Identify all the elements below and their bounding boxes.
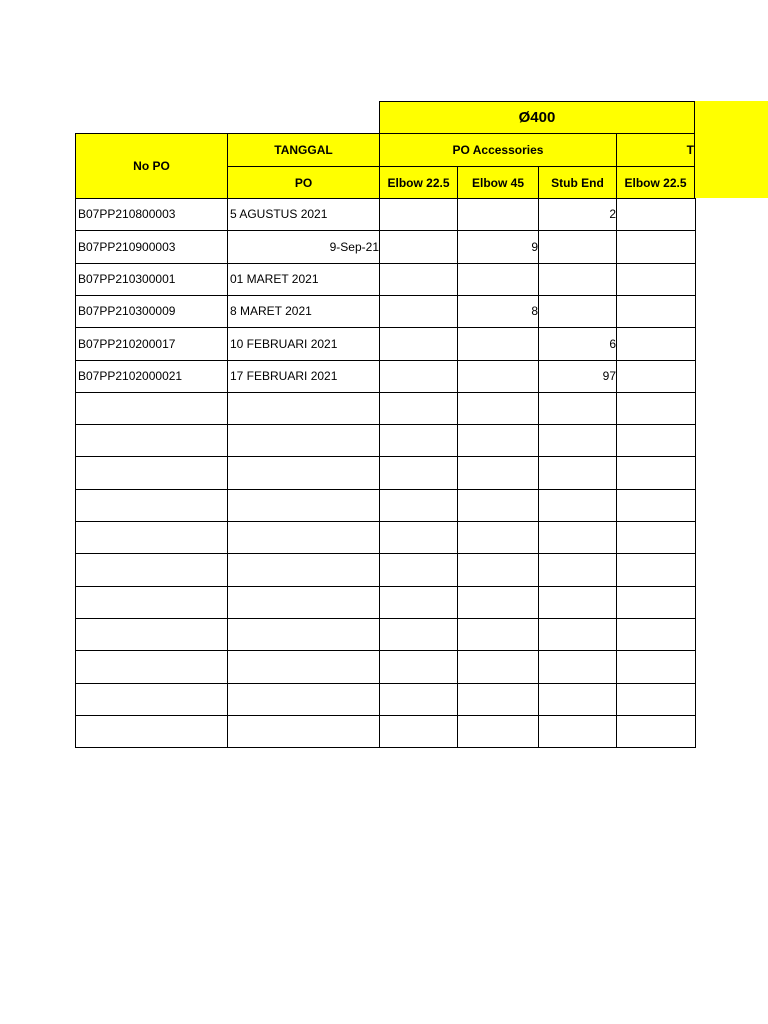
cell-stub-end[interactable] [538,650,618,684]
cell-no-po[interactable] [75,715,229,748]
cell-elbow225[interactable] [379,715,459,748]
cell-elbow225-b[interactable] [616,618,696,651]
col-elbow-22-5-b [616,166,695,199]
cell-tanggal[interactable] [227,715,381,748]
cell-elbow45[interactable] [457,263,540,296]
cell-tanggal[interactable] [227,424,381,457]
cell-tanggal[interactable] [227,489,381,522]
cell-elbow225[interactable] [379,295,459,328]
cell-elbow45[interactable] [457,683,540,716]
cell-elbow225-b[interactable] [616,230,696,264]
cell-stub-end[interactable] [538,683,618,716]
partial-group-label: T [686,143,694,157]
cell-tanggal[interactable] [227,586,381,619]
cell-tanggal[interactable]: 9-Sep-21 [227,230,381,264]
cell-elbow45[interactable] [457,327,540,361]
col-elbow-45 [457,166,539,199]
cell-stub-end[interactable] [538,392,618,425]
cell-elbow225[interactable] [379,618,459,651]
cell-no-po[interactable] [75,456,229,490]
diameter-header [379,101,695,134]
col-elbow-45-label: Elbow 45 [471,175,524,190]
cell-no-po[interactable] [75,392,229,425]
cell-stub-end[interactable] [538,295,618,328]
cell-elbow225-b[interactable] [616,553,696,587]
cell-no-po[interactable] [75,521,229,554]
cell-elbow225-b[interactable] [616,263,696,296]
cell-no-po[interactable] [75,683,229,716]
cell-elbow225[interactable] [379,327,459,361]
no-po-header [75,133,228,199]
col-stub-end-label: Stub End [551,175,604,190]
cell-stub-end[interactable] [538,521,618,554]
cell-stub-end[interactable]: 97 [538,360,618,393]
cell-elbow45[interactable] [457,521,540,554]
po-label: PO [294,175,313,190]
cell-elbow45[interactable] [457,553,540,587]
cell-no-po[interactable] [75,650,229,684]
cell-stub-end[interactable]: 6 [538,327,618,361]
cell-elbow225-b[interactable] [616,360,696,393]
cell-elbow225-b[interactable] [616,489,696,522]
cell-no-po[interactable] [75,489,229,522]
cell-elbow225-b[interactable] [616,295,696,328]
cell-no-po[interactable]: B07PP2102000021 [75,360,229,393]
tanggal-header [227,133,380,167]
cell-stub-end[interactable] [538,424,618,457]
cell-elbow45[interactable] [457,618,540,651]
cell-elbow225[interactable] [379,553,459,587]
cell-elbow225[interactable] [379,392,459,425]
cell-elbow225[interactable] [379,360,459,393]
cell-elbow45[interactable] [457,198,540,231]
cell-elbow225[interactable] [379,683,459,716]
cell-elbow45[interactable] [457,650,540,684]
cell-no-po[interactable]: B07PP210200017 [75,327,229,361]
cell-elbow225[interactable] [379,489,459,522]
cell-elbow45[interactable] [457,715,540,748]
cell-no-po[interactable]: B07PP210900003 [75,230,229,264]
cell-elbow225[interactable] [379,263,459,296]
cell-stub-end[interactable]: 2 [538,198,618,231]
cell-tanggal[interactable]: 17 FEBRUARI 2021 [227,360,381,393]
cell-stub-end[interactable] [538,553,618,587]
cell-no-po[interactable]: B07PP210800003 [75,198,229,231]
cell-elbow225-b[interactable] [616,327,696,361]
cell-elbow45[interactable] [457,392,540,425]
cell-elbow45[interactable]: 8 [457,295,540,328]
cell-stub-end[interactable] [538,715,618,748]
cell-stub-end[interactable] [538,230,618,264]
col-stub-end [538,166,617,199]
cell-elbow225-b[interactable] [616,392,696,425]
cell-elbow225[interactable] [379,586,459,619]
cell-stub-end[interactable] [538,456,618,490]
cell-elbow225-b[interactable] [616,456,696,490]
cell-no-po[interactable]: B07PP210300001 [75,263,229,296]
cell-stub-end[interactable] [538,489,618,522]
cell-elbow225-b[interactable] [616,424,696,457]
cell-elbow225[interactable] [379,521,459,554]
cell-tanggal[interactable] [227,618,381,651]
cell-stub-end[interactable] [538,586,618,619]
cell-tanggal[interactable] [227,521,381,554]
cell-tanggal[interactable] [227,683,381,716]
cell-stub-end[interactable] [538,263,618,296]
po-accessories-label: PO Accessories [452,143,544,157]
cell-no-po[interactable] [75,618,229,651]
cell-elbow225-b[interactable] [616,715,696,748]
po-subheader [227,166,380,199]
col-elbow-22-5-label: Elbow 22.5 [387,175,450,190]
cell-elbow225[interactable] [379,230,459,264]
po-accessories-header [379,133,617,167]
cell-elbow225[interactable] [379,650,459,684]
tanggal-label: TANGGAL [274,143,333,157]
col-elbow-22-5-b-label: Elbow 22.5 [624,175,687,190]
cell-elbow45[interactable] [457,489,540,522]
cell-elbow225-b[interactable] [616,650,696,684]
cell-tanggal[interactable] [227,650,381,684]
cell-no-po[interactable] [75,586,229,619]
cell-elbow45[interactable] [457,424,540,457]
cell-elbow225-b[interactable] [616,521,696,554]
cell-no-po[interactable] [75,553,229,587]
cell-elbow225[interactable] [379,456,459,490]
cell-elbow225-b[interactable] [616,586,696,619]
cell-elbow45[interactable] [457,586,540,619]
cell-tanggal[interactable] [227,456,381,490]
cell-elbow45[interactable] [457,360,540,393]
cell-tanggal[interactable]: 8 MARET 2021 [227,295,381,328]
cell-tanggal[interactable] [227,553,381,587]
cell-stub-end[interactable] [538,618,618,651]
cell-tanggal[interactable] [227,392,381,425]
col-elbow-22-5 [379,166,458,199]
cell-tanggal[interactable]: 10 FEBRUARI 2021 [227,327,381,361]
cell-elbow225-b[interactable] [616,683,696,716]
cell-no-po[interactable]: B07PP210300009 [75,295,229,328]
cell-no-po[interactable] [75,424,229,457]
cell-elbow225-b[interactable] [616,198,696,231]
cell-elbow225[interactable] [379,198,459,231]
cell-elbow45[interactable]: 9 [457,230,540,264]
cell-elbow45[interactable] [457,456,540,490]
cell-tanggal[interactable]: 01 MARET 2021 [227,263,381,296]
diameter-label: Ø400 [518,109,556,126]
next-group-header [695,101,768,198]
cell-tanggal[interactable]: 5 AGUSTUS 2021 [227,198,381,231]
no-po-label: No PO [133,159,170,173]
partial-group-header [616,133,695,167]
cell-elbow225[interactable] [379,424,459,457]
